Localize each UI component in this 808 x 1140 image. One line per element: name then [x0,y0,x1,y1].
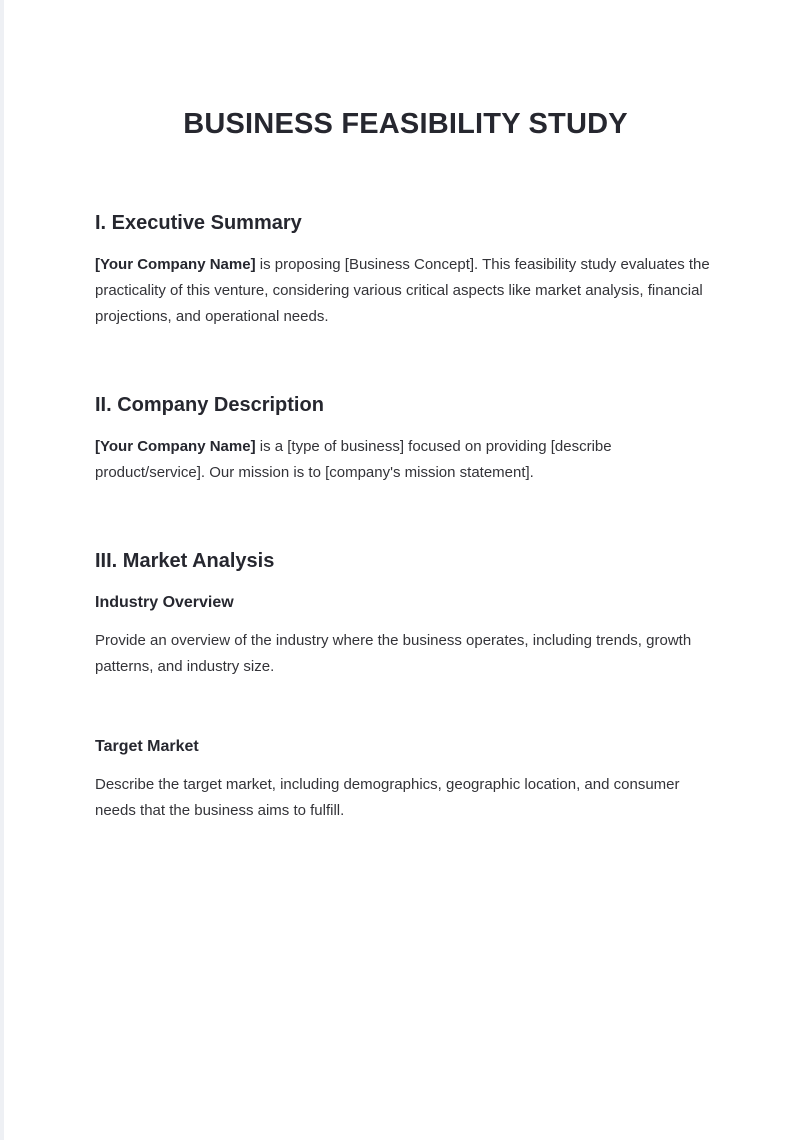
section-heading-company-description: II. Company Description [95,394,324,416]
section-market-analysis [95,548,716,824]
section-executive-summary [95,210,716,330]
placeholder-company-name: [Your Company Name] [95,438,256,455]
placeholder-company-name: [Your Company Name] [95,256,256,273]
paragraph-industry-overview: Provide an overview of the industry where the business operates, including trends, growth patterns, and industry size. [95,632,692,675]
section-company-description [95,392,716,486]
document-title: BUSINESS FEASIBILITY STUDY [183,108,628,140]
section-heading-executive-summary: I. Executive Summary [95,212,302,234]
paragraph-company-description [95,434,716,486]
section-heading-market-analysis: III. Market Analysis [95,550,275,572]
paragraph-target-market: Describe the target market, including demographics, geographic location, and consumer needs that the business aims to fulfill. [95,776,680,819]
paragraph-executive-summary [95,252,716,330]
left-edge-gutter [0,0,4,1140]
document-content [0,106,808,824]
subheading-industry-overview: Industry Overview [95,594,234,611]
subheading-target-market: Target Market [95,738,199,755]
paragraph-text: is a [type of business] focused on providing [describe product/service]. Our mission is to [company's mission statement]. [95,438,612,481]
paragraph-text: is proposing [Business Concept]. This feasibility study evaluates the practicality of this venture, considering various critical aspects like market analysis, financial projections, and operational needs. [95,256,710,325]
